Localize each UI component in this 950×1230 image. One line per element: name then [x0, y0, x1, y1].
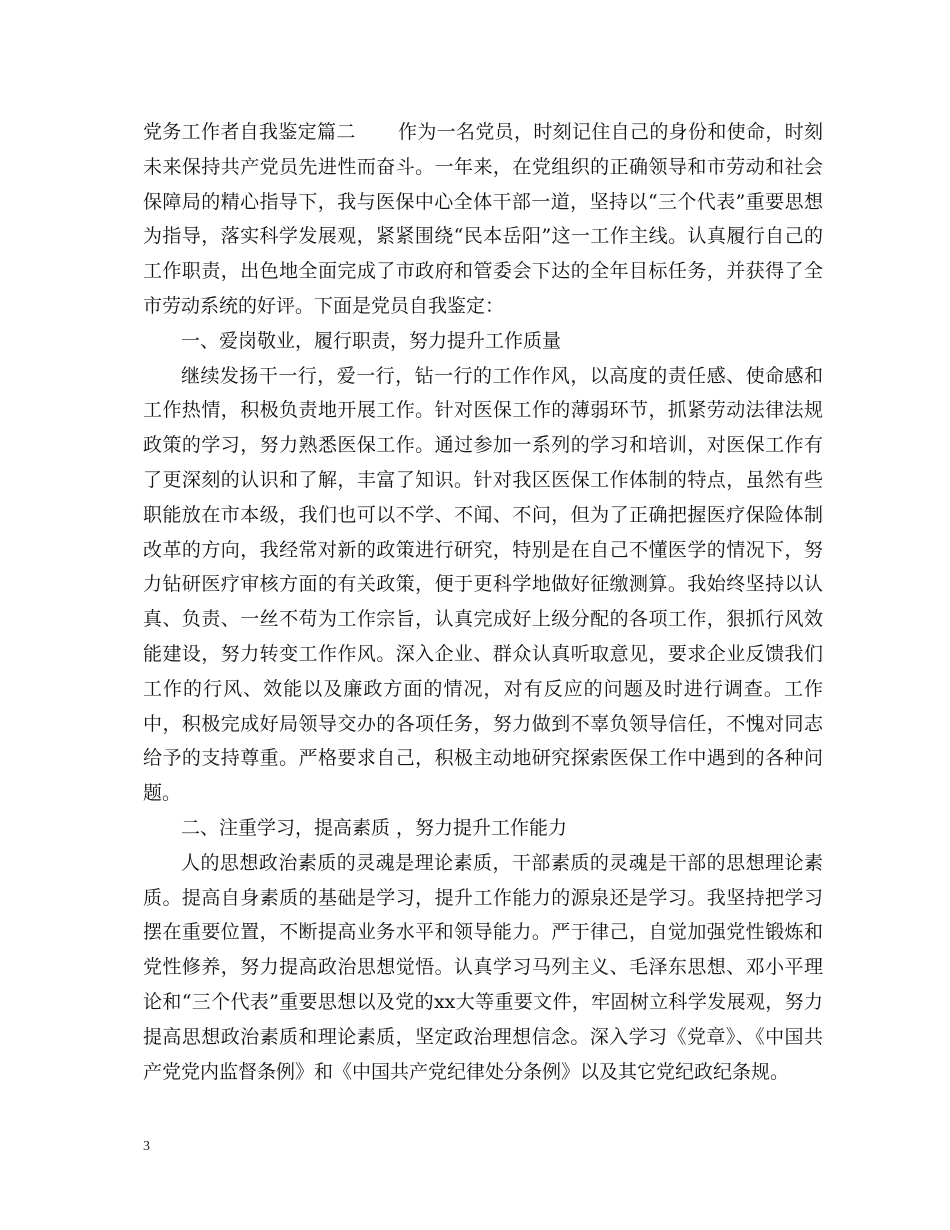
section1-heading: 一、爱岗敬业，履行职责，努力提升工作质量	[181, 329, 562, 352]
intro-paragraph	[143, 115, 823, 324]
page-number: 3	[143, 1139, 150, 1154]
document-title: 党务工作者自我鉴定篇二	[143, 121, 356, 143]
document-page	[143, 115, 823, 1089]
intro-text: 作为一名党员，时刻记住自己的身份和使命，时刻未来保持共产党员先进性而奋斗。一年来，在党组织的正确领导和市劳动和社会保障局的精心指导下，我与医保中心全体干部一道，坚持以“三个代表”重要思想为指导，落实科学发展观，紧紧围绕“民本岳阳”这一工作主线。认真履行自己的工作职责，出色地全面完成了市政府和管委会下达的全年目标任务，并获得了全市劳动系统的好评。下面是党员自我鉴定：	[143, 121, 823, 317]
section1-body: 继续发扬干一行，爱一行，钻一行的工作作风，以高度的责任感、使命感和工作热情，积极负责地开展工作。针对医保工作的薄弱环节，抓紧劳动法律法规政策的学习，努力熟悉医保工作。通过参加一系列的学习和培训，对医保工作有了更深刻的认识和了解，丰富了知识。针对我区医保工作体制的特点，虽然有些职能放在市本级，我们也可以不学、不闻、不问，但为了正确把握医疗保险体制改革的方向，我经常对新的政策进行研究，特别是在自己不懂医学的情况下，努力钻研医疗审核方面的有关政策，便于更科学地做好征缴测算。我始终坚持以认真、负责、一丝不苟为工作宗旨，认真完成好上级分配的各项工作，狠抓行风效能建设，努力转变工作作风。深入企业、群众认真听取意见，要求企业反馈我们工作的行风、效能以及廉政方面的情况，对有反应的问题及时进行调查。工作中，积极完成好局领导交办的各项任务，努力做到不辜负领导信任，不愧对同志给予的支持尊重。严格要求自己，积极主动地研究探索医保工作中遇到的各种问题。	[143, 364, 823, 805]
section2-body: 人的思想政治素质的灵魂是理论素质，干部素质的灵魂是干部的思想理论素质。提高自身素质的基础是学习，提升工作能力的源泉还是学习。我坚持把学习摆在重要位置，不断提高业务水平和领导能力。严于律己，自觉加强党性锻炼和党性修养，努力提高政治思想觉悟。认真学习马列主义、毛泽东思想、邓小平理论和“三个代表”重要思想以及党的xx大等重要文件，牢固树立科学发展观，努力提高思想政治素质和理论素质，坚定政治理想信念。深入学习《党章》、《中国共产党党内监督条例》和《中国共产党纪律处分条例》以及其它党纪政纪条规。	[143, 851, 823, 1083]
section2-heading: 二、注重学习，提高素质 ，努力提升工作能力	[181, 816, 568, 839]
